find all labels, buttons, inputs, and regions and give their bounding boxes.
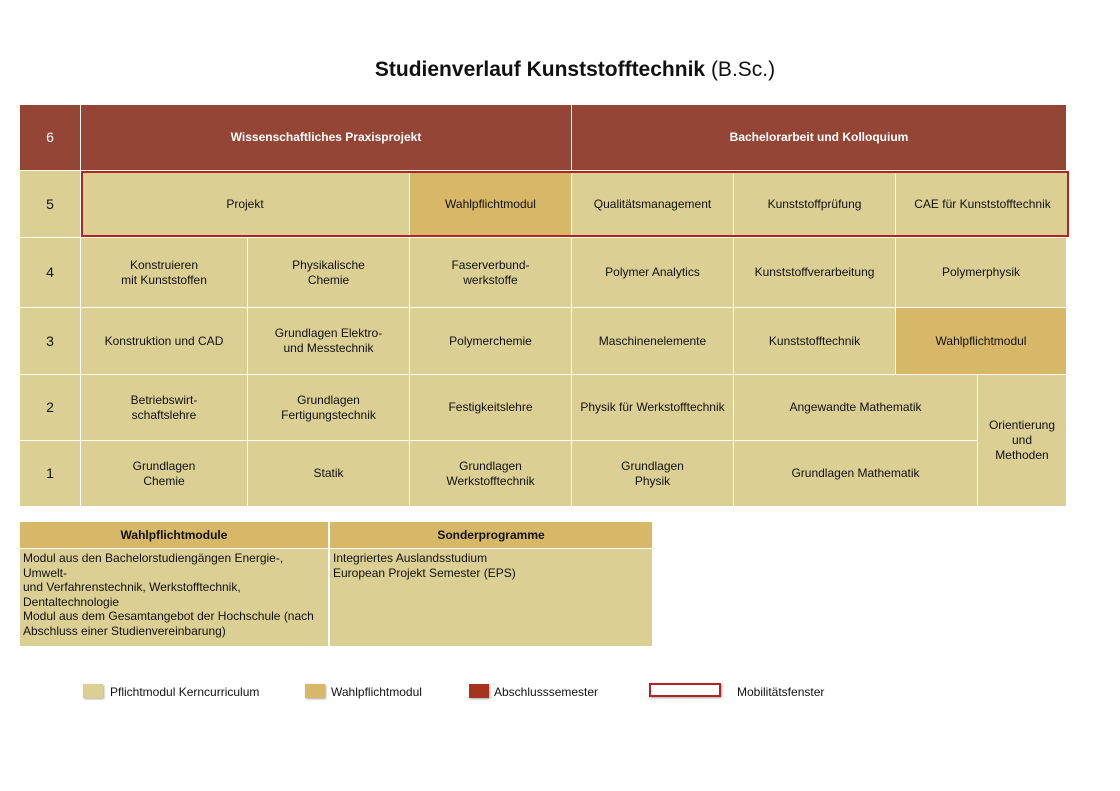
module-physikalische-chemie: Physikalische Chemie bbox=[248, 238, 409, 307]
module-konstruieren: Konstruieren mit Kunststoffen bbox=[81, 238, 247, 307]
module-wahlpflicht-5: Wahlpflichtmodul bbox=[410, 171, 571, 237]
legend-swatch-abschluss bbox=[469, 684, 489, 698]
module-polymerphysik: Polymerphysik bbox=[896, 238, 1066, 307]
legend-swatch-mobil bbox=[649, 683, 721, 697]
module-grundlagen-physik: Grundlagen Physik bbox=[572, 441, 733, 506]
module-fertigungstechnik: Grundlagen Fertigungstechnik bbox=[248, 375, 409, 440]
legend-label-wahl: Wahlpflichtmodul bbox=[331, 685, 422, 699]
semester-3: 3 bbox=[20, 308, 80, 374]
module-orientierung: Orientierung und Methoden bbox=[978, 375, 1066, 506]
module-polymer-analytics: Polymer Analytics bbox=[572, 238, 733, 307]
legend-swatch-wahl bbox=[305, 684, 325, 698]
module-maschinenelemente: Maschinenelemente bbox=[572, 308, 733, 374]
title-degree: (B.Sc.) bbox=[710, 58, 776, 81]
module-faserverbund: Faserverbund- werkstoffe bbox=[410, 238, 571, 307]
module-cae: CAE für Kunststofftechnik bbox=[896, 171, 1069, 237]
wahlpflicht-description: Modul aus den Bachelorstudiengängen Energie-, Umwelt- und Verfahrenstechnik, Werkstofftechnik, Dentaltechnologie Modul aus dem Gesamtangebot der Hochschule (nach Abschluss einer Studienvereinbarung) bbox=[20, 549, 328, 646]
module-polymerchemie: Polymerchemie bbox=[410, 308, 571, 374]
module-kunststoffpruefung: Kunststoffprüfung bbox=[734, 171, 895, 237]
page-title bbox=[0, 58, 1120, 82]
title-main: Studienverlauf Kunststofftechnik bbox=[374, 58, 706, 81]
sonderprogramme-description: Integriertes Auslandsstudium European Projekt Semester (EPS) bbox=[330, 549, 652, 646]
module-festigkeitslehre: Festigkeitslehre bbox=[410, 375, 571, 440]
legend-label-pflicht: Pflichtmodul Kerncurriculum bbox=[110, 685, 260, 699]
semester-1: 1 bbox=[20, 441, 80, 506]
semester-2: 2 bbox=[20, 375, 80, 440]
wahlpflicht-header: Wahlpflichtmodule bbox=[20, 522, 328, 548]
legend-label-abschluss: Abschlusssemester bbox=[494, 685, 599, 699]
semester-4: 4 bbox=[20, 238, 80, 307]
module-wahlpflicht-3: Wahlpflichtmodul bbox=[896, 308, 1066, 374]
module-bachelorarbeit: Bachelorarbeit und Kolloquium bbox=[572, 105, 1066, 170]
module-praxisprojekt: Wissenschaftliches Praxisprojekt bbox=[81, 105, 571, 170]
module-qualitaetsmanagement: Qualitätsmanagement bbox=[572, 171, 733, 237]
module-physik-werkstofftechnik: Physik für Werkstofftechnik bbox=[572, 375, 733, 440]
legend-label-mobil: Mobilitätsfenster bbox=[737, 685, 825, 699]
module-kunststofftechnik: Kunststofftechnik bbox=[734, 308, 895, 374]
semester-5: 5 bbox=[20, 171, 80, 237]
module-elektro-messtechnik: Grundlagen Elektro- und Messtechnik bbox=[248, 308, 409, 374]
module-grundlagen-mathematik: Grundlagen Mathematik bbox=[734, 441, 977, 506]
module-projekt: Projekt bbox=[81, 171, 409, 237]
module-grundlagen-werkstofftechnik: Grundlagen Werkstofftechnik bbox=[410, 441, 571, 506]
module-angewandte-mathematik: Angewandte Mathematik bbox=[734, 375, 977, 440]
module-grundlagen-chemie: Grundlagen Chemie bbox=[81, 441, 247, 506]
module-kunststoffverarbeitung: Kunststoffverarbeitung bbox=[734, 238, 895, 307]
module-betriebswirtschaft: Betriebswirt- schaftslehre bbox=[81, 375, 247, 440]
module-konstruktion-cad: Konstruktion und CAD bbox=[81, 308, 247, 374]
module-statik: Statik bbox=[248, 441, 409, 506]
legend-swatch-pflicht bbox=[83, 684, 103, 698]
sonderprogramme-header: Sonderprogramme bbox=[330, 522, 652, 548]
semester-6: 6 bbox=[20, 105, 80, 170]
